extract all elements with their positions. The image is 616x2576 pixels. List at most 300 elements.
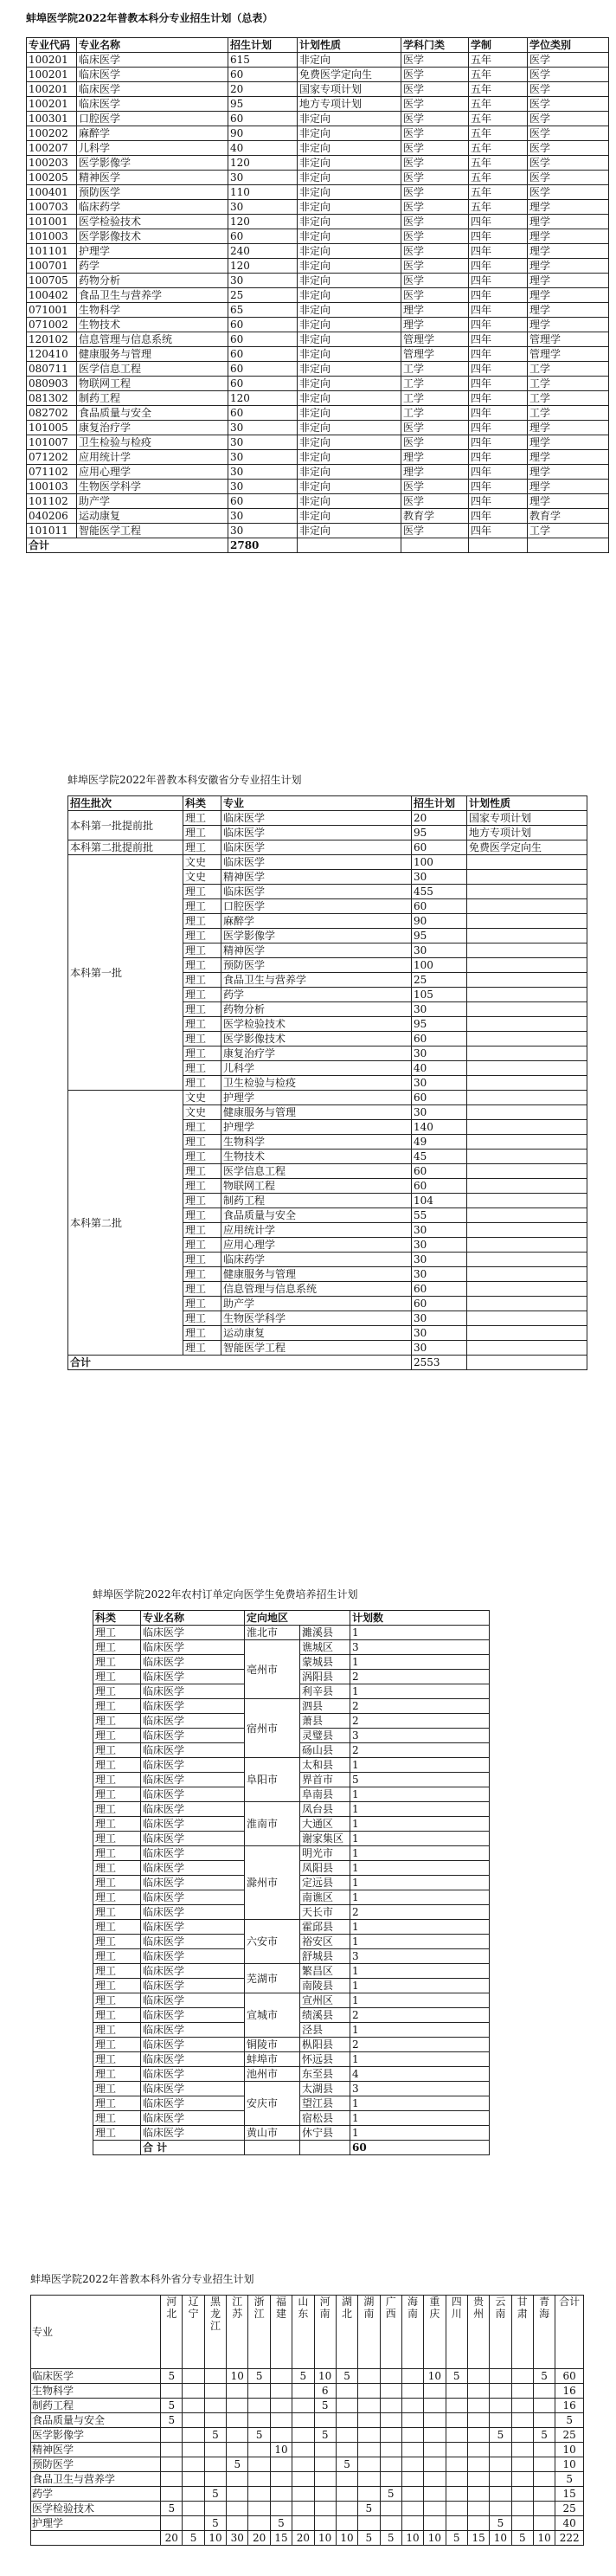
table-cell: 理工	[183, 1311, 221, 1326]
table-cell: 护理学	[221, 1120, 412, 1135]
table-cell: 医学	[401, 259, 469, 274]
total-cell: 10	[401, 2531, 423, 2546]
kelei-cell: 理工	[93, 2126, 141, 2141]
value-cell	[424, 2428, 446, 2443]
value-cell	[446, 2428, 467, 2443]
table-cell: 制药工程	[77, 391, 228, 406]
table-cell: 医学	[528, 53, 609, 68]
province-header: 江苏	[227, 2296, 248, 2369]
table-cell: 110	[228, 185, 298, 200]
major-cell: 护理学	[31, 2516, 161, 2531]
table-row	[93, 1846, 490, 1861]
table-header-cell: 学制	[469, 38, 528, 53]
total-cell: 5	[358, 2531, 380, 2546]
value-cell: 5	[533, 2428, 555, 2443]
table-cell: 100402	[27, 288, 77, 303]
major-cell: 临床医学	[141, 1920, 245, 1935]
value-cell: 5	[248, 2428, 270, 2443]
table-cell: 四年	[469, 450, 528, 465]
table-cell: 30	[412, 1105, 467, 1120]
table-row	[27, 509, 609, 524]
table-cell: 082702	[27, 406, 77, 421]
value-cell	[380, 2443, 401, 2457]
value-cell	[446, 2399, 467, 2413]
value-cell	[467, 2443, 489, 2457]
county-cell: 泾县	[300, 2023, 350, 2038]
kelei-cell: 理工	[93, 1817, 141, 1832]
table-row	[27, 156, 609, 171]
table-cell: 60	[412, 1282, 467, 1297]
value-cell	[490, 2413, 511, 2428]
total-row	[93, 2141, 490, 2155]
table-cell: 健康服务与管理	[221, 1105, 412, 1120]
table-cell: 理学	[528, 435, 609, 450]
table-cell: 20	[228, 82, 298, 97]
table-cell: 预防医学	[221, 958, 412, 973]
table-cell: 非定向	[298, 406, 401, 421]
table-cell: 临床医学	[77, 82, 228, 97]
value-cell	[467, 2399, 489, 2413]
table-cell: 应用统计学	[77, 450, 228, 465]
table-cell: 非定向	[298, 332, 401, 347]
table-row	[27, 82, 609, 97]
value-cell	[227, 2399, 248, 2413]
table-row	[27, 494, 609, 509]
table-cell: 理工	[183, 1032, 221, 1046]
table-cell: 地方专项计划	[298, 97, 401, 112]
table-cell: 非定向	[298, 244, 401, 259]
major-cell: 临床医学	[141, 1817, 245, 1832]
table-cell: 100701	[27, 259, 77, 274]
value-cell	[292, 2428, 314, 2443]
table-cell: 四年	[469, 421, 528, 435]
table-cell: 临床医学	[77, 97, 228, 112]
table-cell: 四年	[469, 377, 528, 391]
major-cell: 临床医学	[141, 1684, 245, 1699]
table-cell: 生物技术	[221, 1150, 412, 1164]
table-row	[68, 855, 587, 870]
table-cell: 医学	[401, 288, 469, 303]
table-cell: 30	[228, 480, 298, 494]
table-cell	[467, 1017, 587, 1032]
table-cell: 非定向	[298, 480, 401, 494]
table-cell: 医学	[401, 274, 469, 288]
value-cell	[227, 2487, 248, 2502]
table-cell: 非定向	[298, 377, 401, 391]
table-row	[27, 435, 609, 450]
kelei-cell: 理工	[93, 2008, 141, 2023]
table-cell: 非定向	[298, 156, 401, 171]
table-cell: 生物科学	[77, 303, 228, 318]
table-cell: 30	[228, 509, 298, 524]
value-cell: 10	[424, 2369, 446, 2384]
value-cell: 5	[380, 2487, 401, 2502]
table-cell: 医学影像学	[221, 929, 412, 943]
county-cell: 萧县	[300, 1714, 350, 1729]
value-cell: 5	[490, 2428, 511, 2443]
value-cell	[424, 2384, 446, 2399]
county-cell: 界首市	[300, 1773, 350, 1787]
province-header: 广西	[380, 2296, 401, 2369]
table-cell: 240	[228, 244, 298, 259]
value-cell	[336, 2413, 357, 2428]
value-cell	[511, 2399, 533, 2413]
value-cell	[183, 2516, 204, 2531]
value-cell	[446, 2413, 467, 2428]
major-cell: 制药工程	[31, 2399, 161, 2413]
table-cell: 101101	[27, 244, 77, 259]
empty-cell	[300, 2141, 350, 2155]
county-cell: 灵璧县	[300, 1729, 350, 1743]
county-cell: 怀远县	[300, 2052, 350, 2067]
county-cell: 南谯区	[300, 1890, 350, 1905]
table-cell: 护理学	[221, 1091, 412, 1105]
value-cell: 5	[204, 2516, 226, 2531]
major-cell: 临床医学	[141, 2067, 245, 2082]
table-cell	[467, 1046, 587, 1061]
county-cell: 宣州区	[300, 1993, 350, 2008]
batch-cell: 本科第二批提前批	[68, 840, 183, 855]
value-cell	[467, 2384, 489, 2399]
table-cell: 智能医学工程	[77, 524, 228, 538]
table-row	[27, 141, 609, 156]
value-cell	[183, 2457, 204, 2472]
value-cell: 25	[555, 2502, 584, 2516]
table-cell: 30	[228, 274, 298, 288]
table-cell: 口腔医学	[77, 112, 228, 126]
count-cell: 1	[350, 2052, 490, 2067]
table-cell: 制药工程	[221, 1194, 412, 1208]
province-header: 贵州	[467, 2296, 489, 2369]
count-cell: 1	[350, 2126, 490, 2141]
province-header: 湖北	[336, 2296, 357, 2369]
table-cell: 60	[228, 347, 298, 362]
value-cell	[446, 2457, 467, 2472]
table-row	[27, 229, 609, 244]
major-cell: 临床医学	[141, 1832, 245, 1846]
table-header-cell: 招生批次	[68, 796, 183, 811]
table-cell: 100	[412, 855, 467, 870]
major-cell: 临床医学	[141, 1993, 245, 2008]
value-cell	[490, 2472, 511, 2487]
value-cell	[270, 2384, 292, 2399]
kelei-cell: 理工	[93, 1905, 141, 1920]
count-cell: 1	[350, 1626, 490, 1640]
table-cell: 理工	[183, 958, 221, 973]
table-cell: 120	[228, 391, 298, 406]
major-cell: 临床医学	[141, 2096, 245, 2111]
value-cell	[424, 2472, 446, 2487]
county-cell: 利辛县	[300, 1684, 350, 1699]
table-cell	[467, 855, 587, 870]
value-cell	[292, 2443, 314, 2457]
city-cell: 淮北市	[245, 1626, 300, 1640]
table-cell: 非定向	[298, 141, 401, 156]
table-cell: 理工	[183, 826, 221, 840]
value-cell	[314, 2516, 336, 2531]
table-cell: 助产学	[77, 494, 228, 509]
count-cell: 3	[350, 1729, 490, 1743]
total-cell: 15	[270, 2531, 292, 2546]
table-cell: 教育学	[528, 509, 609, 524]
county-cell: 明光市	[300, 1846, 350, 1861]
table-cell: 30	[412, 1238, 467, 1253]
table-cell: 101011	[27, 524, 77, 538]
value-cell	[161, 2516, 183, 2531]
value-cell: 15	[555, 2487, 584, 2502]
table-cell: 40	[228, 141, 298, 156]
table-cell: 医学	[401, 141, 469, 156]
province-header: 浙江	[248, 2296, 270, 2369]
table-row	[93, 2126, 490, 2141]
value-cell	[401, 2413, 423, 2428]
table-cell: 95	[412, 826, 467, 840]
major-cell: 临床医学	[141, 1714, 245, 1729]
table-cell: 生物医学科学	[221, 1311, 412, 1326]
value-cell: 5	[248, 2369, 270, 2384]
value-cell	[401, 2443, 423, 2457]
count-cell: 5	[350, 1773, 490, 1787]
table-cell: 非定向	[298, 421, 401, 435]
major-cell: 临床医学	[141, 1905, 245, 1920]
table-cell: 免费医学定向生	[298, 68, 401, 82]
value-cell	[161, 2472, 183, 2487]
table-cell: 100203	[27, 156, 77, 171]
table-cell: 临床医学	[221, 826, 412, 840]
table-cell	[467, 870, 587, 885]
value-cell	[358, 2413, 380, 2428]
table-cell: 120	[228, 215, 298, 229]
corner-label: 专业	[31, 2296, 161, 2369]
table-cell: 医学	[401, 185, 469, 200]
table-cell: 120	[228, 259, 298, 274]
value-cell: 5	[161, 2369, 183, 2384]
table-cell: 运动康复	[221, 1326, 412, 1341]
table-row	[31, 2384, 584, 2399]
table-cell: 医学	[401, 524, 469, 538]
count-cell: 1	[350, 1655, 490, 1670]
total-cell: 30	[227, 2531, 248, 2546]
table-cell: 45	[412, 1150, 467, 1164]
empty-cell	[401, 538, 469, 553]
table-cell: 60	[228, 494, 298, 509]
table-cell: 30	[412, 1311, 467, 1326]
kelei-cell: 理工	[93, 1743, 141, 1758]
kelei-cell: 理工	[93, 2052, 141, 2067]
section-total-plan	[26, 10, 609, 553]
value-cell	[424, 2516, 446, 2531]
table-cell	[467, 973, 587, 988]
empty-cell	[467, 1356, 587, 1370]
value-cell	[511, 2472, 533, 2487]
table-cell: 60	[412, 1297, 467, 1311]
table-cell: 医学	[528, 97, 609, 112]
value-cell	[292, 2399, 314, 2413]
table-cell: 100301	[27, 112, 77, 126]
table-row	[27, 347, 609, 362]
major-cell: 食品质量与安全	[31, 2413, 161, 2428]
table-cell: 080711	[27, 362, 77, 377]
value-cell	[336, 2443, 357, 2457]
table-cell: 60	[228, 377, 298, 391]
table-cell: 100201	[27, 97, 77, 112]
value-cell	[467, 2487, 489, 2502]
total-cell: 15	[467, 2531, 489, 2546]
value-cell	[533, 2457, 555, 2472]
table-cell: 医学	[401, 215, 469, 229]
table-cell: 101001	[27, 215, 77, 229]
table-cell: 100202	[27, 126, 77, 141]
value-cell	[270, 2457, 292, 2472]
count-cell: 1	[350, 1979, 490, 1993]
table-cell: 理学	[401, 465, 469, 480]
count-cell: 1	[350, 1861, 490, 1876]
value-cell	[183, 2443, 204, 2457]
total-cell: 5	[183, 2531, 204, 2546]
table-cell: 非定向	[298, 185, 401, 200]
table-row	[93, 2052, 490, 2067]
city-cell: 黄山市	[245, 2126, 300, 2141]
table-cell: 五年	[469, 112, 528, 126]
table-cell: 30	[412, 870, 467, 885]
table-cell: 30	[228, 524, 298, 538]
table-cell: 60	[412, 1179, 467, 1194]
table-row	[27, 112, 609, 126]
table-cell: 卫生检验与检疫	[221, 1076, 412, 1091]
table-cell	[467, 1002, 587, 1017]
count-cell: 1	[350, 1935, 490, 1949]
count-cell: 1	[350, 1817, 490, 1832]
table-cell: 30	[412, 943, 467, 958]
value-cell: 5	[314, 2399, 336, 2413]
table-cell: 管理学	[401, 332, 469, 347]
province-header: 重庆	[424, 2296, 446, 2369]
section-rural-plan	[93, 1587, 490, 2155]
value-cell	[227, 2502, 248, 2516]
value-cell: 5	[292, 2369, 314, 2384]
table-cell: 医学	[401, 68, 469, 82]
major-cell: 临床医学	[141, 2023, 245, 2038]
table-cell: 临床医学	[221, 885, 412, 899]
table-cell: 非定向	[298, 53, 401, 68]
count-cell: 1	[350, 1993, 490, 2008]
table-cell	[467, 1267, 587, 1282]
table-row	[31, 2487, 584, 2502]
total-cell: 10	[533, 2531, 555, 2546]
table-row	[27, 318, 609, 332]
table-cell: 文史	[183, 1105, 221, 1120]
count-cell: 1	[350, 2023, 490, 2038]
table-cell: 五年	[469, 141, 528, 156]
table-row	[93, 2038, 490, 2052]
table-cell: 四年	[469, 318, 528, 332]
table-cell: 国家专项计划	[467, 811, 587, 826]
table-cell: 医学	[528, 82, 609, 97]
value-cell	[227, 2516, 248, 2531]
value-cell	[467, 2428, 489, 2443]
city-cell: 池州市	[245, 2067, 300, 2082]
value-cell: 5	[533, 2369, 555, 2384]
value-cell: 5	[446, 2369, 467, 2384]
table-cell: 四年	[469, 274, 528, 288]
table-cell: 理学	[528, 229, 609, 244]
table-cell: 口腔医学	[221, 899, 412, 914]
major-cell: 临床医学	[141, 2038, 245, 2052]
county-cell: 定远县	[300, 1876, 350, 1890]
table-cell: 理学	[528, 259, 609, 274]
table-cell: 五年	[469, 200, 528, 215]
table-cell: 非定向	[298, 524, 401, 538]
table-cell: 理学	[528, 303, 609, 318]
value-cell	[292, 2457, 314, 2472]
table-cell: 四年	[469, 362, 528, 377]
table-cell: 理工	[183, 1297, 221, 1311]
value-cell	[380, 2384, 401, 2399]
table-cell	[467, 1341, 587, 1356]
table-cell: 理工	[183, 1267, 221, 1282]
value-cell	[424, 2502, 446, 2516]
table-cell: 智能医学工程	[221, 1341, 412, 1356]
table-cell: 60	[412, 840, 467, 855]
value-cell	[248, 2399, 270, 2413]
table-cell: 理工	[183, 973, 221, 988]
table-cell: 理学	[528, 450, 609, 465]
count-cell: 1	[350, 1802, 490, 1817]
table-row	[31, 2399, 584, 2413]
empty-cell	[528, 538, 609, 553]
count-cell: 1	[350, 1684, 490, 1699]
table-cell: 信息管理与信息系统	[77, 332, 228, 347]
table-row	[31, 2516, 584, 2531]
value-cell	[270, 2369, 292, 2384]
value-cell	[490, 2487, 511, 2502]
table-cell: 工学	[528, 406, 609, 421]
value-cell	[533, 2516, 555, 2531]
table-cell: 30	[412, 1046, 467, 1061]
total-value: 2780	[228, 538, 298, 553]
table-row	[27, 362, 609, 377]
table-cell: 免费医学定向生	[467, 840, 587, 855]
table-cell: 医学	[528, 156, 609, 171]
table-cell: 生物技术	[77, 318, 228, 332]
city-cell: 亳州市	[245, 1640, 300, 1699]
total-cell: 5	[380, 2531, 401, 2546]
table-cell: 教育学	[401, 509, 469, 524]
table-cell: 非定向	[298, 259, 401, 274]
table-cell: 医学检验技术	[221, 1017, 412, 1032]
value-cell: 5	[161, 2399, 183, 2413]
count-cell: 1	[350, 1920, 490, 1935]
value-cell	[336, 2384, 357, 2399]
table-row	[27, 480, 609, 494]
value-cell	[467, 2502, 489, 2516]
value-cell	[424, 2399, 446, 2413]
value-cell	[358, 2472, 380, 2487]
major-cell: 药学	[31, 2487, 161, 2502]
table-cell: 理工	[183, 943, 221, 958]
value-cell	[401, 2399, 423, 2413]
table-row	[27, 215, 609, 229]
table-row	[27, 97, 609, 112]
province-header: 云南	[490, 2296, 511, 2369]
value-cell	[336, 2399, 357, 2413]
table-cell: 管理学	[528, 332, 609, 347]
table-cell: 非定向	[298, 303, 401, 318]
count-cell: 2	[350, 2038, 490, 2052]
value-cell	[204, 2413, 226, 2428]
table-cell: 071002	[27, 318, 77, 332]
table-cell: 麻醉学	[221, 914, 412, 929]
